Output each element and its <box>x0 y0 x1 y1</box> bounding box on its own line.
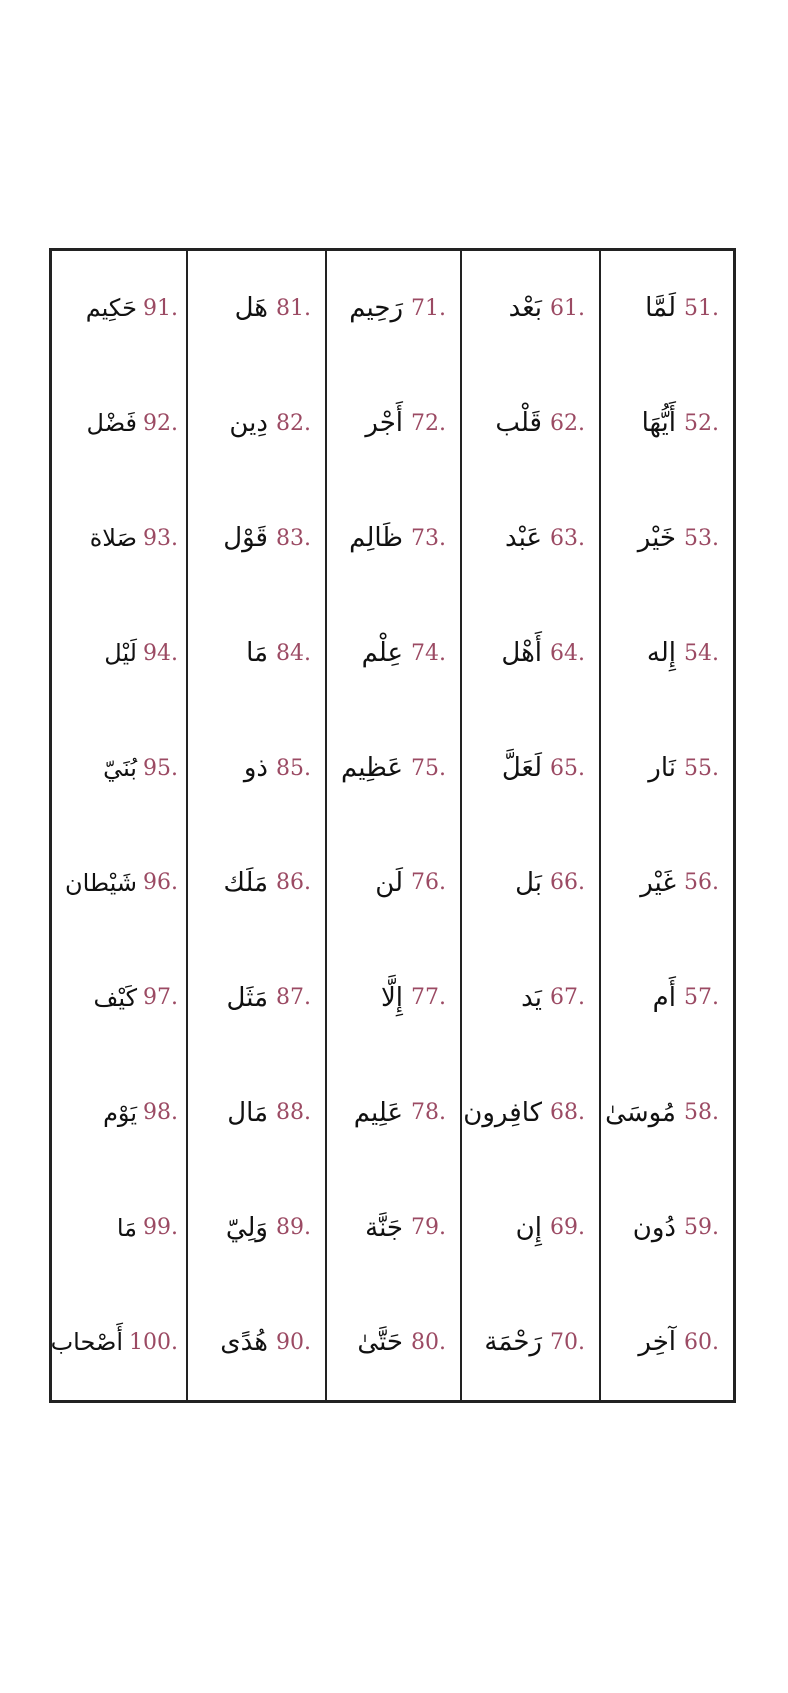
entry-word: صَلاة <box>89 524 137 553</box>
vocab-entry-64 <box>462 596 599 711</box>
entry-word: هَل <box>234 293 268 324</box>
entry-number: 93. <box>143 525 178 551</box>
vocab-entry-86 <box>188 825 325 940</box>
entry-word: حَتَّىٰ <box>357 1327 403 1358</box>
entry-number: 64. <box>550 640 585 666</box>
entry-number: 97. <box>143 985 178 1011</box>
entry-word: رَحِيم <box>349 293 403 324</box>
entry-word: قَلْب <box>495 408 542 439</box>
vocab-entry-83 <box>188 481 325 596</box>
vocab-entry-62 <box>462 366 599 481</box>
entry-number: 81. <box>276 295 311 321</box>
entry-word: هُدًى <box>220 1327 268 1358</box>
entry-word: لَيْل <box>104 639 137 668</box>
vocab-entry-92 <box>52 366 186 481</box>
vocab-entry-66 <box>462 825 599 940</box>
entry-number: 53. <box>684 525 719 551</box>
entry-number: 62. <box>550 410 585 436</box>
entry-number: 69. <box>550 1215 585 1241</box>
vocab-entry-80 <box>327 1285 460 1400</box>
vocab-entry-89 <box>188 1170 325 1285</box>
vocab-entry-78 <box>327 1055 460 1170</box>
entry-word: أَصْحاب <box>50 1328 124 1357</box>
vocab-entry-53 <box>601 481 733 596</box>
vocab-entry-67 <box>462 940 599 1055</box>
entry-number: 61. <box>550 295 585 321</box>
vocab-entry-90 <box>188 1285 325 1400</box>
vocab-entry-71 <box>327 251 460 366</box>
entry-word: نَار <box>648 753 676 783</box>
entry-word: إِلَّا <box>380 982 403 1013</box>
vocab-entry-82 <box>188 366 325 481</box>
entry-word: بَل <box>515 867 542 898</box>
entry-number: 54. <box>684 640 719 666</box>
entry-word: لَعَلَّ <box>501 753 542 783</box>
entry-word: يَوْم <box>103 1098 137 1127</box>
entry-word: رَحْمَة <box>484 1327 542 1358</box>
entry-word: لَن <box>375 867 403 898</box>
entry-number: 71. <box>411 295 446 321</box>
vocab-entry-57 <box>601 940 733 1055</box>
entry-number: 96. <box>143 870 178 896</box>
entry-number: 72. <box>411 410 446 436</box>
vocab-entry-88 <box>188 1055 325 1170</box>
entry-word: مُوسَىٰ <box>605 1097 676 1128</box>
entry-number: 92. <box>143 410 178 436</box>
vocab-entry-81 <box>188 251 325 366</box>
entry-word: عَلِيم <box>353 1097 403 1128</box>
vocab-entry-97 <box>52 940 186 1055</box>
entry-word: مَلَك <box>223 867 268 898</box>
vocab-entry-60 <box>601 1285 733 1400</box>
entry-word: مَثَل <box>226 982 268 1013</box>
entry-word: يَد <box>521 982 542 1013</box>
entry-number: 98. <box>143 1100 178 1126</box>
vocab-entry-61 <box>462 251 599 366</box>
entry-word: جَنَّة <box>365 1212 403 1243</box>
column-91-100 <box>52 251 188 1400</box>
vocab-entry-58 <box>601 1055 733 1170</box>
entry-number: 57. <box>684 985 719 1011</box>
entry-number: 75. <box>411 755 446 781</box>
entry-number: 70. <box>550 1329 585 1355</box>
entry-word: ظَالِم <box>349 523 403 554</box>
entry-number: 77. <box>411 985 446 1011</box>
entry-number: 86. <box>276 870 311 896</box>
entry-word: أَم <box>652 982 676 1013</box>
vocab-entry-99 <box>52 1170 186 1285</box>
entry-word: إِن <box>515 1212 542 1243</box>
vocab-entry-51 <box>601 251 733 366</box>
vocab-entry-73 <box>327 481 460 596</box>
entry-number: 90. <box>276 1329 311 1355</box>
entry-number: 55. <box>684 755 719 781</box>
entry-word: ذو <box>243 753 268 783</box>
entry-word: عِلْم <box>361 638 403 669</box>
column-81-90 <box>188 251 327 1400</box>
vocab-entry-93 <box>52 481 186 596</box>
entry-word: أَهْل <box>501 638 542 669</box>
entry-number: 73. <box>411 525 446 551</box>
vocab-entry-52 <box>601 366 733 481</box>
vocab-entry-100 <box>52 1285 186 1400</box>
entry-number: 79. <box>411 1215 446 1241</box>
entry-word: مَال <box>227 1097 268 1128</box>
vocab-entry-84 <box>188 596 325 711</box>
vocabulary-table <box>49 248 736 1403</box>
vocab-entry-74 <box>327 596 460 711</box>
entry-number: 63. <box>550 525 585 551</box>
entry-number: 82. <box>276 410 311 436</box>
entry-word: غَيْر <box>640 867 676 898</box>
entry-number: 66. <box>550 870 585 896</box>
vocab-entry-79 <box>327 1170 460 1285</box>
entry-number: 67. <box>550 985 585 1011</box>
entry-word: مَا <box>246 638 268 669</box>
entry-word: بُنَيّ <box>103 754 137 782</box>
entry-number: 80. <box>411 1329 446 1355</box>
entry-word: فَضْل <box>86 409 137 438</box>
entry-number: 74. <box>411 640 446 666</box>
entry-number: 83. <box>276 525 311 551</box>
vocab-entry-65 <box>462 711 599 826</box>
entry-number: 56. <box>684 870 719 896</box>
entry-number: 60. <box>684 1329 719 1355</box>
vocab-entry-63 <box>462 481 599 596</box>
vocab-entry-96 <box>52 825 186 940</box>
entry-word: إِله <box>646 638 676 669</box>
vocab-entry-95 <box>52 711 186 826</box>
entry-number: 89. <box>276 1215 311 1241</box>
vocab-entry-76 <box>327 825 460 940</box>
entry-number: 59. <box>684 1215 719 1241</box>
vocab-entry-72 <box>327 366 460 481</box>
entry-number: 68. <box>550 1100 585 1126</box>
entry-word: دِين <box>229 408 268 439</box>
entry-number: 88. <box>276 1100 311 1126</box>
entry-number: 94. <box>143 640 178 666</box>
entry-word: مَا <box>116 1213 137 1242</box>
entry-number: 51. <box>684 295 719 321</box>
vocab-entry-68 <box>462 1055 599 1170</box>
entry-number: 52. <box>684 410 719 436</box>
entry-number: 78. <box>411 1100 446 1126</box>
vocab-entry-59 <box>601 1170 733 1285</box>
entry-number: 95. <box>143 755 178 781</box>
entry-word: قَوْل <box>223 523 268 554</box>
entry-number: 85. <box>276 755 311 781</box>
vocab-entry-54 <box>601 596 733 711</box>
entry-word: آخِر <box>638 1327 676 1358</box>
entry-word: أَجْر <box>365 408 403 439</box>
vocab-entry-87 <box>188 940 325 1055</box>
entry-word: حَكِيم <box>85 294 137 323</box>
vocab-entry-85 <box>188 711 325 826</box>
vocab-entry-56 <box>601 825 733 940</box>
vocab-entry-98 <box>52 1055 186 1170</box>
vocab-entry-91 <box>52 251 186 366</box>
vocab-entry-77 <box>327 940 460 1055</box>
vocab-entry-55 <box>601 711 733 826</box>
entry-number: 58. <box>684 1100 719 1126</box>
entry-word: كَيْف <box>93 983 137 1012</box>
column-51-60 <box>601 251 733 1400</box>
entry-number: 91. <box>143 295 178 321</box>
entry-number: 76. <box>411 870 446 896</box>
entry-word: عَظِيم <box>341 753 403 783</box>
entry-word: بَعْد <box>508 293 542 324</box>
entry-number: 84. <box>276 640 311 666</box>
entry-number: 87. <box>276 985 311 1011</box>
entry-number: 100. <box>129 1329 178 1355</box>
entry-word: وَلِيّ <box>225 1212 268 1243</box>
entry-word: كافِرون <box>463 1097 542 1128</box>
entry-word: دُون <box>632 1212 676 1243</box>
entry-word: شَيْطان <box>65 868 137 897</box>
entry-word: خَيْر <box>637 523 676 554</box>
vocab-entry-94 <box>52 596 186 711</box>
entry-word: أَيُّهَا <box>641 408 676 439</box>
vocab-entry-70 <box>462 1285 599 1400</box>
entry-word: لَمَّا <box>645 293 676 324</box>
column-71-80 <box>327 251 462 1400</box>
entry-number: 65. <box>550 755 585 781</box>
entry-word: عَبْد <box>504 523 542 554</box>
entry-number: 99. <box>143 1215 178 1241</box>
vocab-entry-75 <box>327 711 460 826</box>
column-61-70 <box>462 251 601 1400</box>
vocab-entry-69 <box>462 1170 599 1285</box>
